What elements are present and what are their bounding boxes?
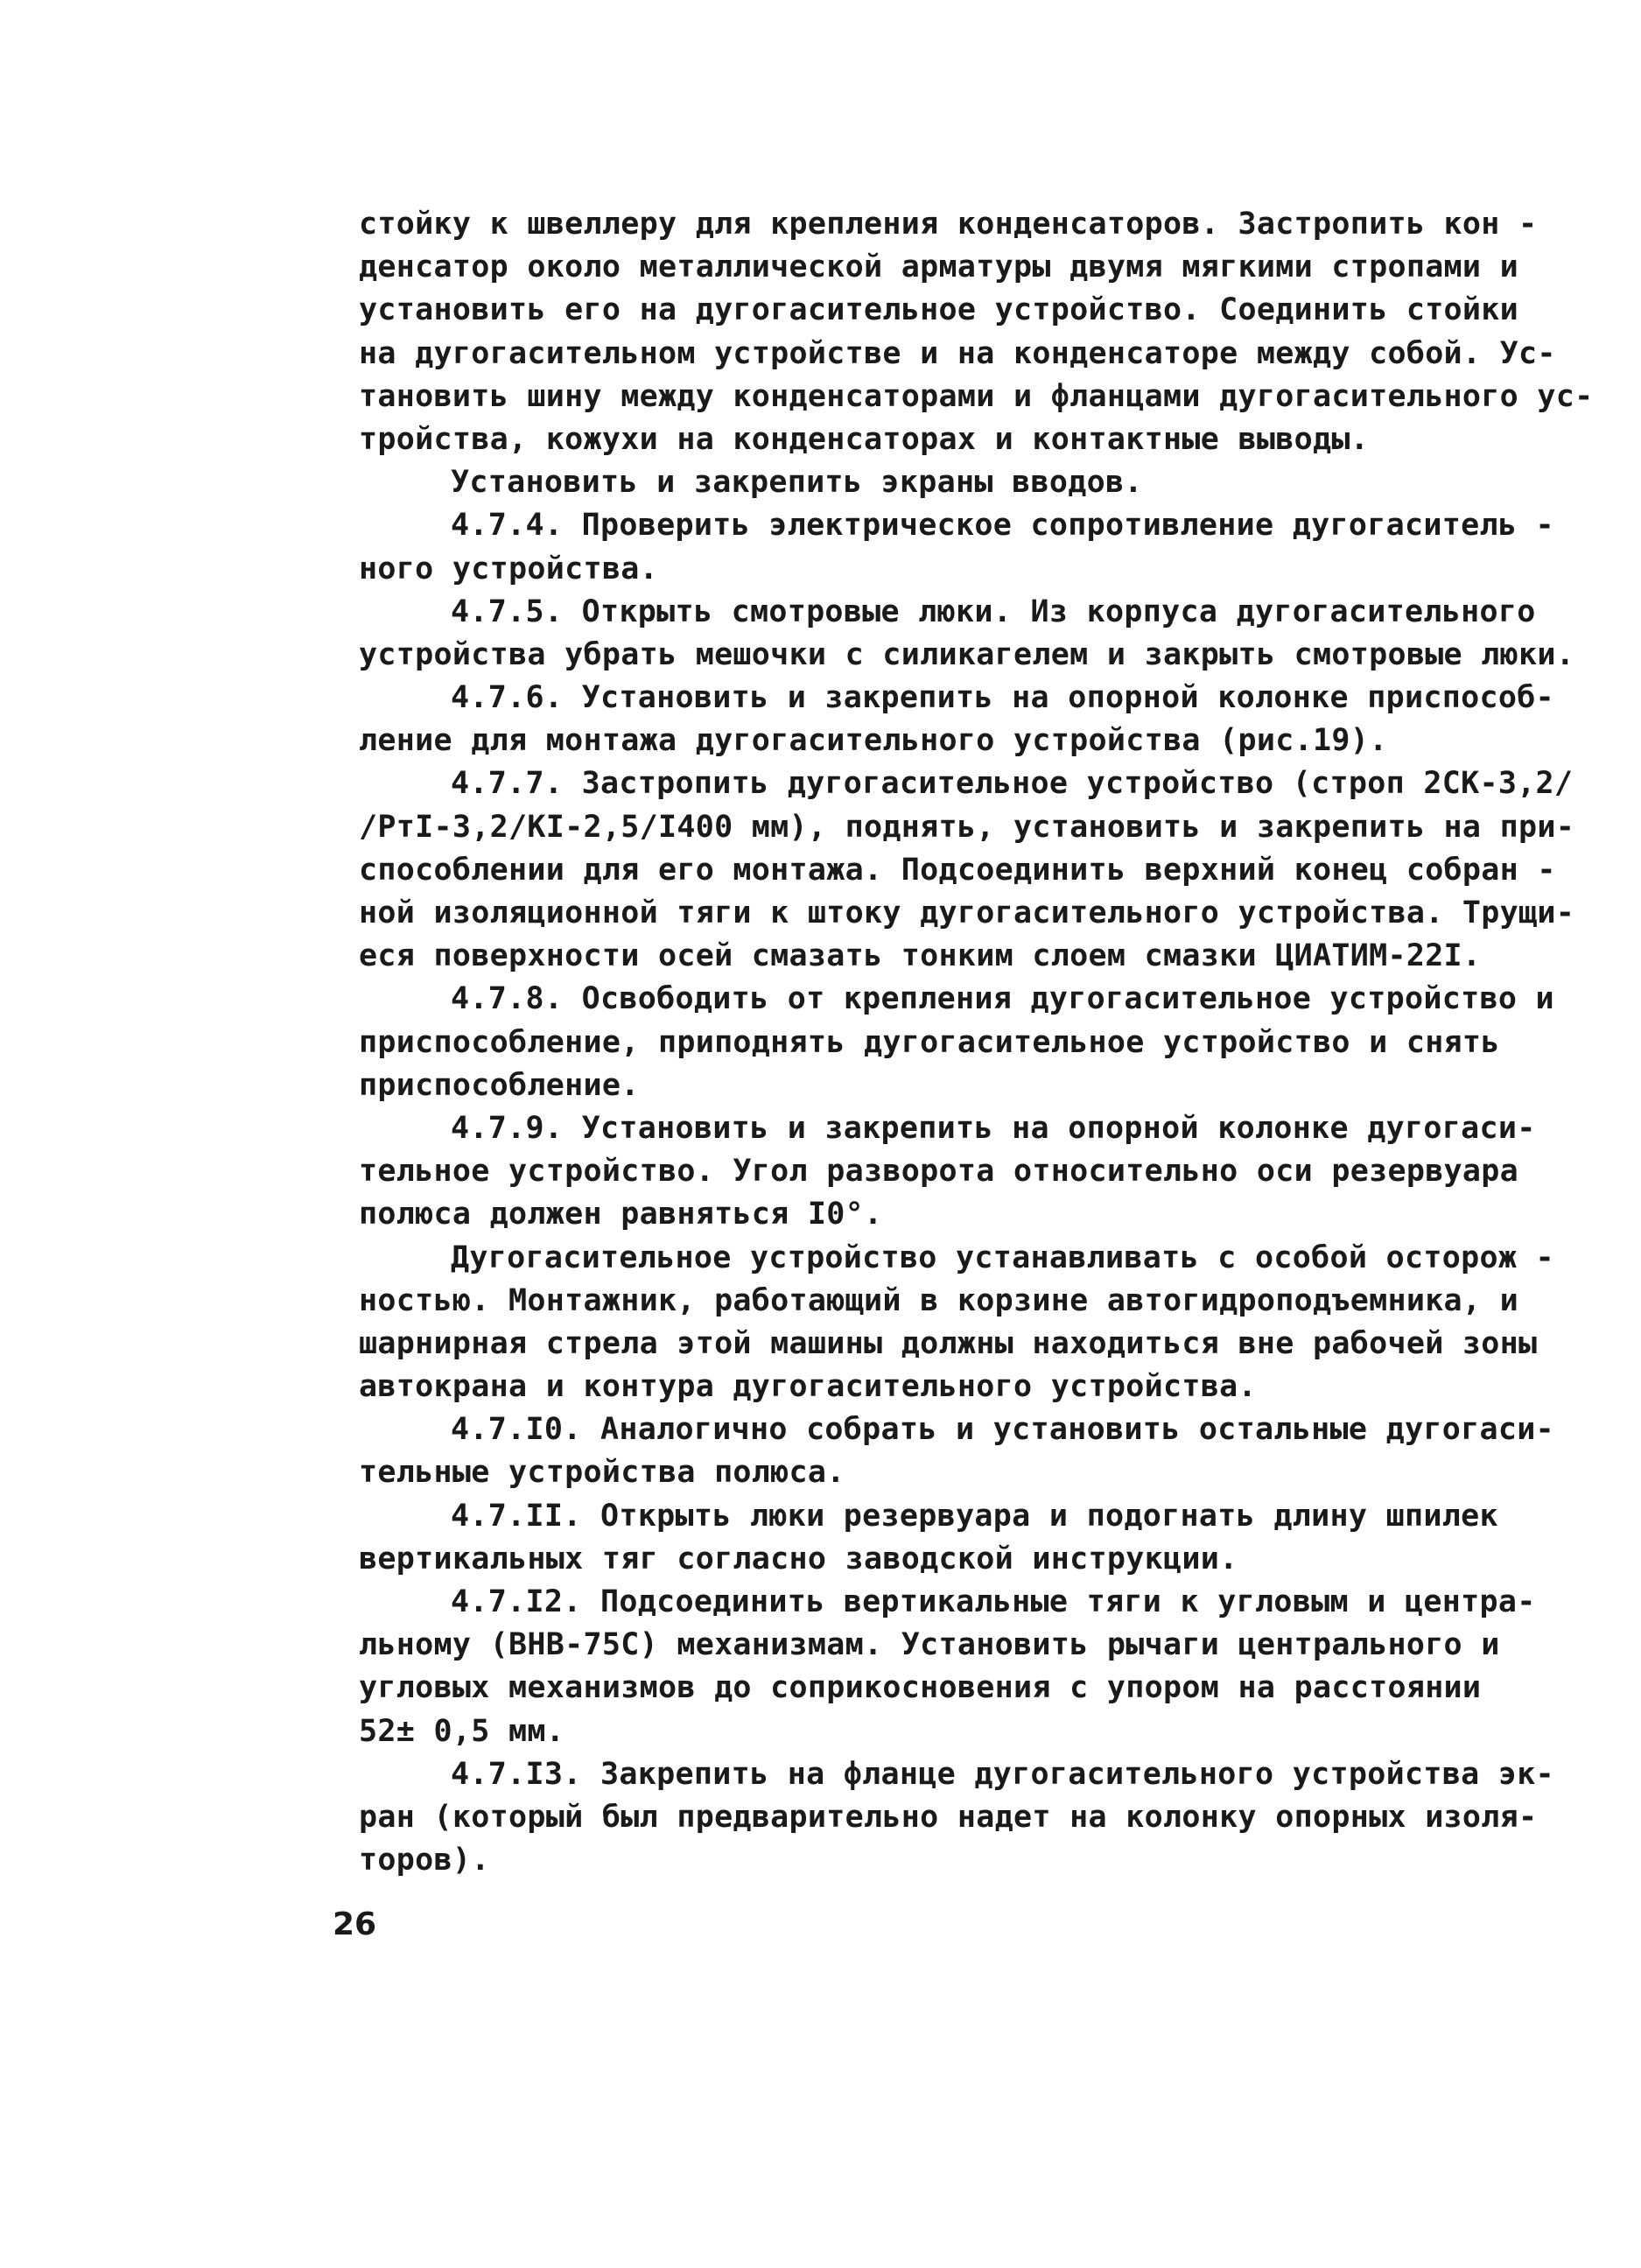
- clause-4-7-13: 4.7.I3. Закрепить на фланце дугогасительного устройства эк-: [451, 1756, 1554, 1792]
- text-line: Дугогасительное устройство устанавливать с особой осторож -: [451, 1239, 1554, 1275]
- text-line: торов).: [359, 1843, 490, 1878]
- text-line: ной изоляционной тяги к штоку дугогасительного устройства. Трущи-: [359, 895, 1575, 930]
- text-line: вертикальных тяг согласно заводской инструкции.: [359, 1541, 1238, 1576]
- text-line: приспособление, приподнять дугогасительное устройство и снять: [359, 1024, 1500, 1060]
- clause-4-7-4: 4.7.4. Проверить электрическое сопротивление дугогаситель -: [451, 508, 1554, 544]
- text-line: угловых механизмов до соприкосновения с упором на расстоянии: [359, 1670, 1482, 1706]
- clause-4-7-9: 4.7.9. Установить и закрепить на опорной колонке дугогаси-: [451, 1110, 1536, 1146]
- text-line: льному (ВНВ-75С) механизмам. Установить рычаги центрального и: [359, 1627, 1500, 1663]
- text-line: шарнирная стрела этой машины должны находиться вне рабочей зоны: [359, 1325, 1538, 1361]
- text-line: денсатор около металлической арматуры двумя мягкими стропами и: [359, 249, 1519, 285]
- text-line: установить его на дугогасительное устройство. Соединить стойки: [359, 292, 1519, 328]
- clause-4-7-8: 4.7.8. Освободить от крепления дугогасительное устройство и: [451, 981, 1554, 1017]
- clause-4-7-12: 4.7.I2. Подсоединить вертикальные тяги к угловым и центра-: [451, 1584, 1536, 1619]
- text-line: /РтI-3,2/КI-2,5/I400 мм), поднять, установить и закрепить на при-: [359, 809, 1575, 845]
- clause-4-7-10: 4.7.I0. Аналогично собрать и установить остальные дугогаси-: [451, 1412, 1554, 1448]
- text-line: еся поверхности осей смазать тонким слоем смазки ЦИАТИМ-22I.: [359, 938, 1482, 974]
- text-line: способлении для его монтажа. Подсоединить верхний конец собран -: [359, 852, 1556, 888]
- body-text: [359, 203, 1594, 1882]
- text-line: тельные устройства полюса.: [359, 1455, 845, 1491]
- text-line: тройства, кожухи на конденсаторах и контактные выводы.: [359, 421, 1370, 457]
- text-line: Установить и закрепить экраны вводов.: [451, 465, 1143, 501]
- clause-4-7-7: 4.7.7. Застропить дугогасительное устройство (строп 2СК-3,2/: [451, 766, 1574, 802]
- text-line: устройства убрать мешочки с силикагелем и закрыть смотровые люки.: [359, 636, 1575, 672]
- text-line: тановить шину между конденсаторами и фланцами дугогасительного ус-: [359, 378, 1594, 414]
- text-line: тельное устройство. Угол разворота относительно оси резервуара: [359, 1154, 1519, 1190]
- text-line: ного устройства.: [359, 551, 658, 586]
- text-line: 52± 0,5 мм.: [359, 1713, 565, 1749]
- text-line: стойку к швеллеру для крепления конденсаторов. Застропить кон -: [359, 207, 1538, 242]
- clause-4-7-5: 4.7.5. Открыть смотровые люки. Из корпуса дугогасительного: [451, 593, 1536, 629]
- page-number: 26: [333, 1906, 377, 1942]
- text-line: на дугогасительном устройстве и на конденсаторе между собой. Ус-: [359, 335, 1556, 371]
- text-line: ностью. Монтажник, работающий в корзине автогидроподъемника, и: [359, 1282, 1519, 1318]
- text-line: приспособление.: [359, 1067, 640, 1103]
- text-line: ран (который был предварительно надет на колонку опорных изоля-: [359, 1799, 1538, 1835]
- clause-4-7-6: 4.7.6. Установить и закрепить на опорной колонке приспособ-: [451, 680, 1554, 716]
- clause-4-7-11: 4.7.II. Открыть люки резервуара и подогнать длину шпилек: [451, 1498, 1498, 1534]
- text-line: полюса должен равняться I0°.: [359, 1197, 883, 1232]
- text-line: автокрана и контура дугогасительного устройства.: [359, 1369, 1257, 1405]
- text-line: ление для монтажа дугогасительного устройства (рис.19).: [359, 723, 1388, 759]
